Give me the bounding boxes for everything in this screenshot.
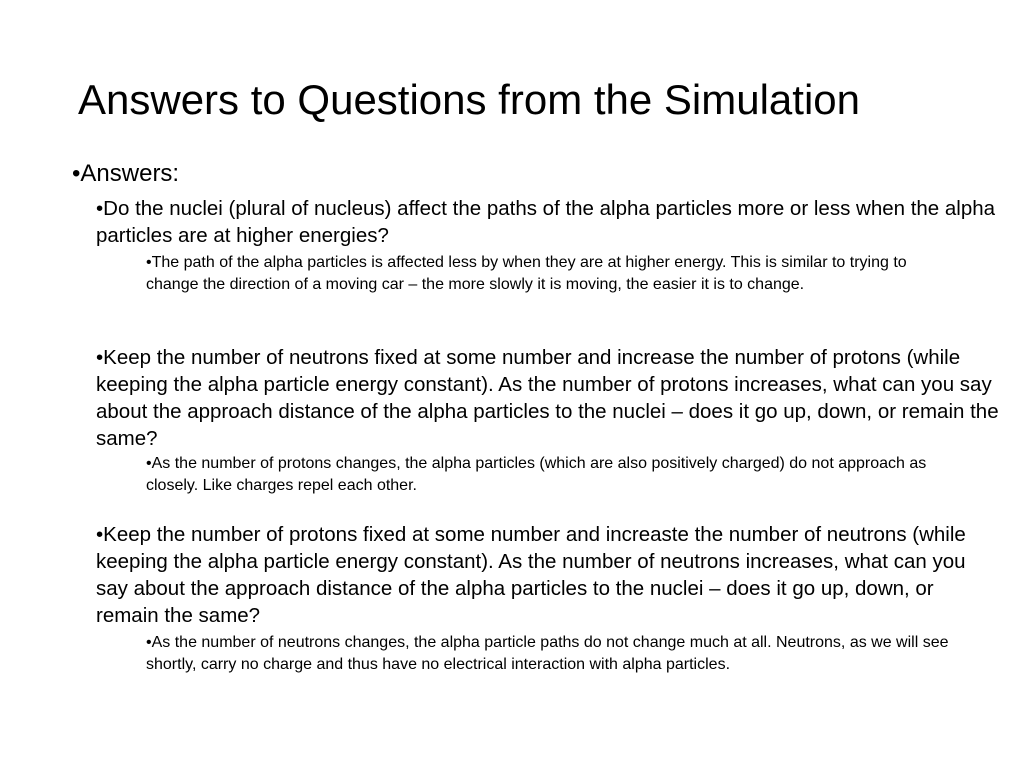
question-1: •Do the nuclei (plural of nucleus) affect the paths of the alpha particles more or less when the alpha particles are at higher energies? [96, 197, 996, 247]
question-3: •Keep the number of protons fixed at some number and increaste the number of neutrons (while keeping the alpha particle energy constant). As the number of neutrons increases, what can you say about the approach distance of the alpha particles to the nuclei – does it go up, down, or remain the same? [96, 523, 966, 627]
question-2: •Keep the number of neutrons fixed at some number and increase the number of protons (while keeping the alpha particle energy constant). As the number of protons increases, what can you say about the approach distance of the alpha particles to the nuclei – does it go up, down, or remain the same? [96, 346, 999, 450]
answer-3: •As the number of neutrons changes, the alpha particle paths do not change much at all. Neutrons, as we will see shortly, carry no charge and thus have no electrical interaction with alpha particles. [146, 634, 949, 673]
answers-heading: •Answers: [72, 160, 180, 187]
slide-title: Answers to Questions from the Simulation [78, 76, 861, 123]
answer-1: •The path of the alpha particles is affected less by when they are at higher energy. This is similar to trying to change the direction of a moving car – the more slowly it is moving, the easier it is to change. [146, 254, 907, 293]
answer-2: •As the number of protons changes, the alpha particles (which are also positively charged) do not approach as closely. Like charges repel each other. [146, 455, 927, 494]
